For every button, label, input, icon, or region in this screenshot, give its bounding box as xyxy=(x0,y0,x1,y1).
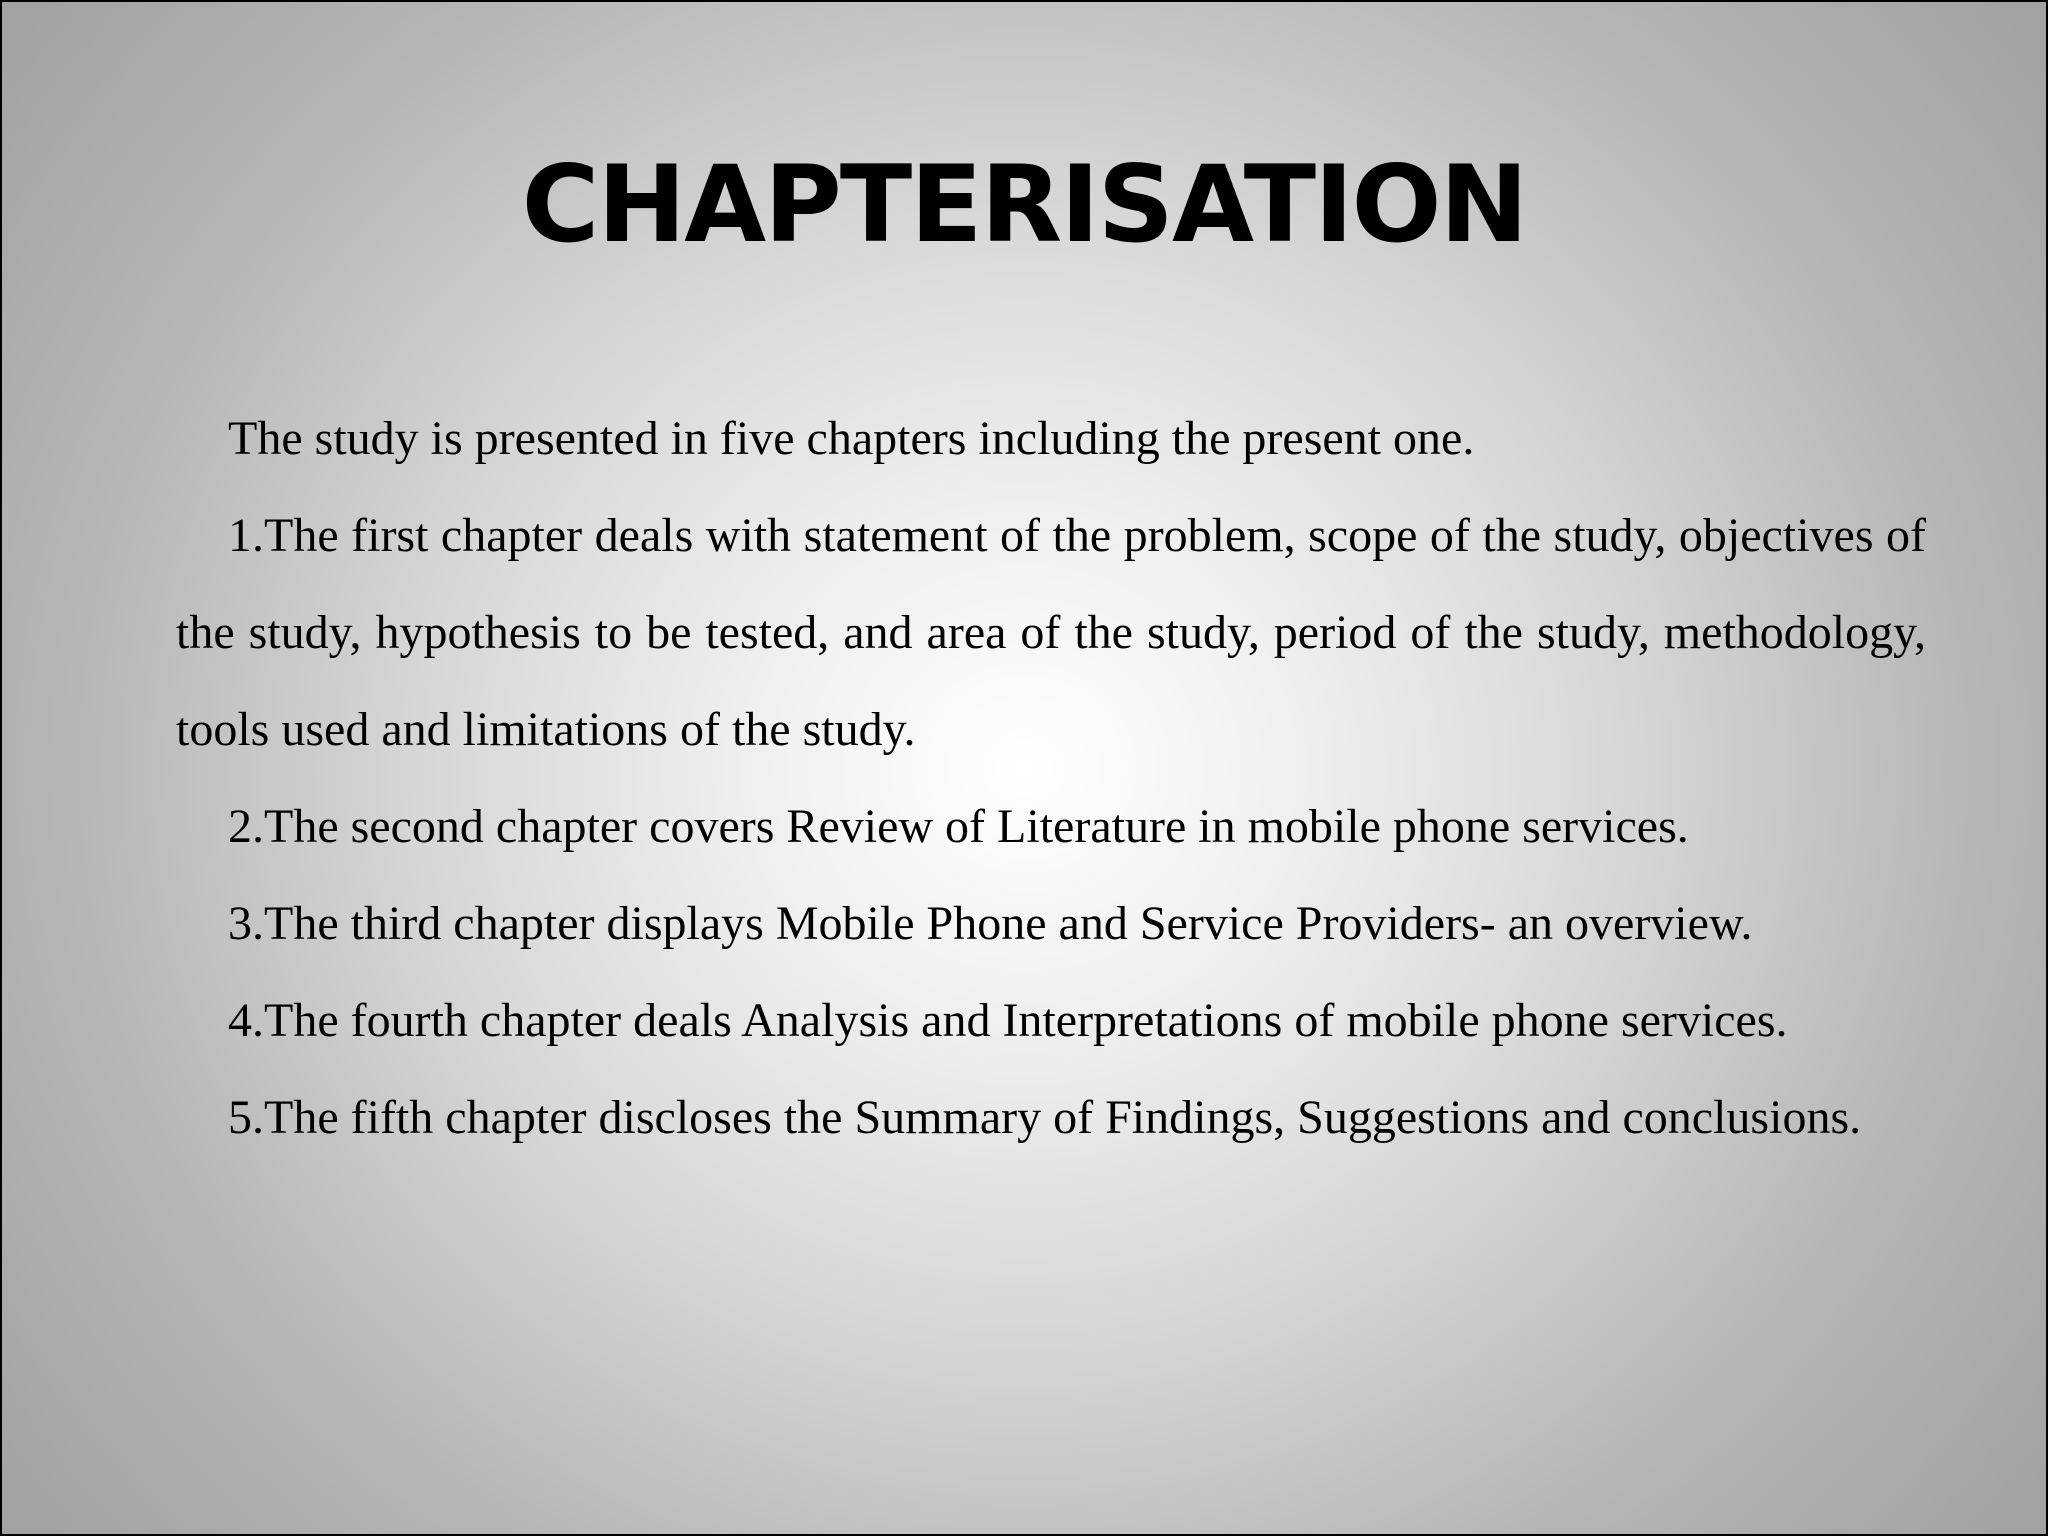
slide xyxy=(2,2,2046,1534)
chapter-2-paragraph: 2.The second chapter covers Review of Literature in mobile phone services. xyxy=(228,800,1689,853)
chapter-3-paragraph: 3.The third chapter displays Mobile Phone and Service Providers- an overview. xyxy=(228,897,1753,950)
chapter-1-paragraph: 1.The first chapter deals with statement of the problem, scope of the study, objectives of the study, hypothesis to be tested, and area of the study, period of the study, methodology, tools used and limitations of the study. xyxy=(176,509,1926,756)
slide-title: CHAPTERISATION xyxy=(521,143,1527,266)
chapter-5-paragraph: 5.The fifth chapter discloses the Summary of Findings, Suggestions and conclusions. xyxy=(228,1091,1862,1144)
chapter-4-paragraph: 4.The fourth chapter deals Analysis and Interpretations of mobile phone services. xyxy=(228,994,1788,1047)
intro-paragraph: The study is presented in five chapters including the present one. xyxy=(228,412,1475,465)
slide-body xyxy=(176,390,1926,1166)
